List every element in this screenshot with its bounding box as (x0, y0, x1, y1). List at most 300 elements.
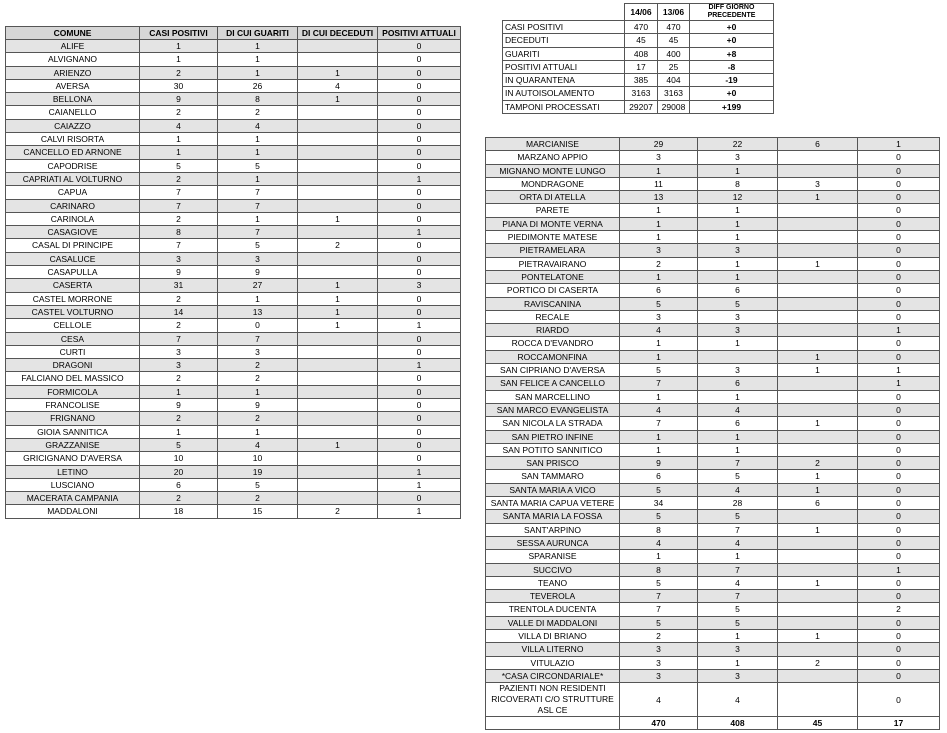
casi-positivi-cell: 7 (620, 590, 698, 603)
casi-positivi-cell: 2 (140, 319, 218, 332)
casi-positivi-cell: 4 (620, 324, 698, 337)
table-row (486, 483, 940, 496)
casi-positivi-cell: 30 (140, 79, 218, 92)
comune-cell: PIANA DI MONTE VERNA (486, 217, 620, 230)
deceduti-cell (778, 403, 858, 416)
comune-cell: GIOIA SANNITICA (6, 425, 140, 438)
guariti-cell: 1 (698, 656, 778, 669)
comune-cell: SAN MARCO EVANGELISTA (486, 403, 620, 416)
deceduti-cell (298, 478, 378, 491)
comune-cell: CELLOLE (6, 319, 140, 332)
table-row (6, 79, 461, 92)
guariti-cell: 3 (698, 324, 778, 337)
deceduti-cell (778, 270, 858, 283)
casi-positivi-cell: 5 (620, 510, 698, 523)
table-row (6, 412, 461, 425)
summary-label-cell: CASI POSITIVI (503, 21, 625, 34)
deceduti-cell (298, 199, 378, 212)
comune-cell: CAPODRISE (6, 159, 140, 172)
guariti-cell: 2 (218, 359, 298, 372)
casi-positivi-cell: 2 (140, 372, 218, 385)
deceduti-cell (778, 164, 858, 177)
deceduti-cell (298, 252, 378, 265)
table-row (6, 53, 461, 66)
positivi-attuali-cell: 1 (858, 377, 940, 390)
guariti-cell: 22 (698, 138, 778, 151)
comuni-table-left (5, 26, 461, 519)
deceduti-cell (298, 133, 378, 146)
comune-cell: VILLA LITERNO (486, 643, 620, 656)
casi-positivi-cell: 13 (620, 191, 698, 204)
deceduti-cell (778, 284, 858, 297)
table-row (486, 470, 940, 483)
guariti-cell: 4 (698, 683, 778, 717)
comune-cell: PIETRAVAIRANO (486, 257, 620, 270)
total-guariti-cell: 408 (698, 717, 778, 730)
comune-cell: PARETE (486, 204, 620, 217)
casi-positivi-cell: 3 (140, 345, 218, 358)
guariti-cell: 7 (218, 226, 298, 239)
table-row (486, 364, 940, 377)
casi-positivi-cell: 9 (140, 266, 218, 279)
summary-row (503, 87, 774, 100)
summary-diff-cell: -19 (690, 74, 774, 87)
summary-row (503, 100, 774, 113)
table-row (486, 231, 940, 244)
comune-cell: ARIENZO (6, 66, 140, 79)
comune-cell: SAN FELICE A CANCELLO (486, 377, 620, 390)
casi-positivi-cell: 1 (620, 443, 698, 456)
deceduti-cell (778, 510, 858, 523)
casi-positivi-cell: 20 (140, 465, 218, 478)
comuni-table-right (485, 137, 940, 730)
table-row (486, 284, 940, 297)
guariti-cell: 4 (698, 576, 778, 589)
table-row (486, 217, 940, 230)
deceduti-cell: 2 (298, 505, 378, 518)
casi-positivi-cell: 1 (620, 217, 698, 230)
comune-cell: PAZIENTI NON RESIDENTI RICOVERATI C/O STRUTTURE ASL CE (486, 683, 620, 717)
casi-positivi-cell: 8 (620, 563, 698, 576)
summary-label-cell: IN AUTOISOLAMENTO (503, 87, 625, 100)
table-row (486, 563, 940, 576)
table-row (6, 133, 461, 146)
comune-cell: CASAPULLA (6, 266, 140, 279)
guariti-cell: 1 (698, 231, 778, 244)
casi-positivi-cell: 1 (140, 40, 218, 53)
casi-positivi-cell: 1 (140, 53, 218, 66)
deceduti-cell (778, 390, 858, 403)
header-guariti: DI CUI GUARITI (218, 27, 298, 40)
table-row (6, 93, 461, 106)
table-row (486, 324, 940, 337)
summary-today-cell: 470 (625, 21, 658, 34)
deceduti-cell (778, 683, 858, 717)
comune-cell: CARINARO (6, 199, 140, 212)
comune-cell: CURTI (6, 345, 140, 358)
casi-positivi-cell: 3 (620, 310, 698, 323)
deceduti-cell (778, 324, 858, 337)
guariti-cell: 5 (698, 470, 778, 483)
comune-cell: RECALE (486, 310, 620, 323)
table-row (6, 239, 461, 252)
comune-cell: VILLA DI BRIANO (486, 629, 620, 642)
guariti-cell: 1 (218, 172, 298, 185)
header-casi-positivi: CASI POSITIVI (140, 27, 218, 40)
comune-cell: CAPUA (6, 186, 140, 199)
positivi-attuali-cell: 0 (858, 669, 940, 682)
deceduti-cell: 1 (298, 438, 378, 451)
casi-positivi-cell: 1 (620, 430, 698, 443)
positivi-attuali-cell: 0 (378, 119, 461, 132)
comune-cell: CAIANELLO (6, 106, 140, 119)
casi-positivi-cell: 7 (620, 377, 698, 390)
guariti-cell: 1 (698, 550, 778, 563)
deceduti-cell (778, 310, 858, 323)
table-row (6, 359, 461, 372)
comune-cell: TEANO (486, 576, 620, 589)
casi-positivi-cell: 5 (620, 576, 698, 589)
comune-cell: AVERSA (6, 79, 140, 92)
summary-diff-cell: +8 (690, 47, 774, 60)
casi-positivi-cell: 5 (620, 364, 698, 377)
casi-positivi-cell: 1 (140, 146, 218, 159)
guariti-cell: 3 (698, 310, 778, 323)
deceduti-cell (298, 359, 378, 372)
guariti-cell: 1 (218, 425, 298, 438)
summary-today-cell: 385 (625, 74, 658, 87)
summary-diff-cell: +199 (690, 100, 774, 113)
table-row (6, 399, 461, 412)
casi-positivi-cell: 1 (140, 133, 218, 146)
casi-positivi-cell: 2 (140, 492, 218, 505)
table-row (486, 350, 940, 363)
guariti-cell: 7 (218, 332, 298, 345)
positivi-attuali-cell: 0 (858, 576, 940, 589)
summary-table-body (503, 21, 774, 114)
deceduti-cell (298, 332, 378, 345)
table-row (486, 403, 940, 416)
table-row (486, 297, 940, 310)
guariti-cell: 1 (698, 443, 778, 456)
table-row (486, 443, 940, 456)
deceduti-cell: 4 (298, 79, 378, 92)
positivi-attuali-cell: 0 (378, 133, 461, 146)
deceduti-cell (298, 146, 378, 159)
comune-cell: CASTEL MORRONE (6, 292, 140, 305)
guariti-cell: 7 (218, 199, 298, 212)
positivi-attuali-cell: 0 (378, 199, 461, 212)
table-row (486, 164, 940, 177)
table-row (486, 138, 940, 151)
comune-cell: PORTICO DI CASERTA (486, 284, 620, 297)
table-row (486, 576, 940, 589)
casi-positivi-cell: 6 (620, 470, 698, 483)
guariti-cell: 5 (218, 239, 298, 252)
guariti-cell: 19 (218, 465, 298, 478)
deceduti-cell: 1 (298, 212, 378, 225)
summary-label-cell: GUARITI (503, 47, 625, 60)
table-row (6, 319, 461, 332)
casi-positivi-cell: 1 (620, 337, 698, 350)
positivi-attuali-cell: 0 (858, 430, 940, 443)
summary-diff-cell: -8 (690, 60, 774, 73)
guariti-cell: 3 (698, 669, 778, 682)
right-table-body (486, 138, 940, 730)
comune-cell: ORTA DI ATELLA (486, 191, 620, 204)
guariti-cell: 1 (698, 164, 778, 177)
casi-positivi-cell: 5 (620, 483, 698, 496)
comune-cell: SAN NICOLA LA STRADA (486, 417, 620, 430)
comune-cell: ROCCA D'EVANDRO (486, 337, 620, 350)
deceduti-cell (298, 40, 378, 53)
comune-cell: CASERTA (6, 279, 140, 292)
positivi-attuali-cell: 0 (858, 337, 940, 350)
comune-cell: RIARDO (486, 324, 620, 337)
positivi-attuali-cell: 0 (858, 536, 940, 549)
deceduti-cell (778, 231, 858, 244)
deceduti-cell (298, 172, 378, 185)
total-positivi-attuali-cell: 17 (858, 717, 940, 730)
positivi-attuali-cell: 0 (858, 244, 940, 257)
deceduti-cell: 2 (778, 656, 858, 669)
guariti-cell: 7 (698, 523, 778, 536)
summary-label-cell: IN QUARANTENA (503, 74, 625, 87)
positivi-attuali-cell: 0 (858, 257, 940, 270)
positivi-attuali-cell: 0 (378, 372, 461, 385)
casi-positivi-cell: 3 (620, 151, 698, 164)
comune-cell: PIEDIMONTE MATESE (486, 231, 620, 244)
table-row (6, 226, 461, 239)
table-row (6, 332, 461, 345)
totals-row (486, 717, 940, 730)
table-row (486, 616, 940, 629)
positivi-attuali-cell: 0 (378, 452, 461, 465)
comune-cell: PIETRAMELARA (486, 244, 620, 257)
deceduti-cell: 1 (298, 319, 378, 332)
comune-cell: SESSA AURUNCA (486, 536, 620, 549)
table-row (486, 550, 940, 563)
comune-cell: TRENTOLA DUCENTA (486, 603, 620, 616)
guariti-cell: 1 (698, 270, 778, 283)
casi-positivi-cell: 5 (140, 159, 218, 172)
positivi-attuali-cell: 0 (858, 217, 940, 230)
header-deceduti: DI CUI DECEDUTI (298, 27, 378, 40)
casi-positivi-cell: 2 (620, 629, 698, 642)
table-row (486, 177, 940, 190)
positivi-attuali-cell: 0 (858, 151, 940, 164)
positivi-attuali-cell: 0 (858, 390, 940, 403)
table-row (486, 337, 940, 350)
guariti-cell: 6 (698, 417, 778, 430)
summary-label-cell: TAMPONI PROCESSATI (503, 100, 625, 113)
table-row (6, 438, 461, 451)
comune-cell: SAN POTITO SANNITICO (486, 443, 620, 456)
comune-cell: LUSCIANO (6, 478, 140, 491)
guariti-cell: 7 (218, 186, 298, 199)
summary-row (503, 47, 774, 60)
comune-cell: DRAGONI (6, 359, 140, 372)
comune-cell: CANCELLO ED ARNONE (6, 146, 140, 159)
header-row (6, 27, 461, 40)
deceduti-cell (298, 159, 378, 172)
casi-positivi-cell: 1 (620, 164, 698, 177)
guariti-cell: 1 (218, 385, 298, 398)
guariti-cell: 3 (698, 244, 778, 257)
comune-cell: MACERATA CAMPANIA (6, 492, 140, 505)
guariti-cell: 1 (698, 629, 778, 642)
casi-positivi-cell: 4 (620, 403, 698, 416)
comune-cell: FRIGNANO (6, 412, 140, 425)
positivi-attuali-cell: 1 (378, 465, 461, 478)
deceduti-cell: 2 (778, 457, 858, 470)
guariti-cell: 1 (218, 133, 298, 146)
table-row (6, 505, 461, 518)
comune-cell: SAN PRISCO (486, 457, 620, 470)
positivi-attuali-cell: 1 (378, 172, 461, 185)
casi-positivi-cell: 1 (140, 425, 218, 438)
deceduti-cell (298, 266, 378, 279)
casi-positivi-cell: 8 (140, 226, 218, 239)
positivi-attuali-cell: 0 (378, 345, 461, 358)
summary-today-cell: 45 (625, 34, 658, 47)
casi-positivi-cell: 2 (140, 172, 218, 185)
deceduti-cell (298, 399, 378, 412)
casi-positivi-cell: 34 (620, 497, 698, 510)
deceduti-cell: 1 (778, 523, 858, 536)
positivi-attuali-cell: 1 (378, 478, 461, 491)
guariti-cell: 10 (218, 452, 298, 465)
casi-positivi-cell: 2 (140, 412, 218, 425)
deceduti-cell (778, 204, 858, 217)
casi-positivi-cell: 3 (620, 643, 698, 656)
non-resident-row (486, 683, 940, 717)
deceduti-cell (298, 106, 378, 119)
table-row (6, 266, 461, 279)
positivi-attuali-cell: 0 (858, 457, 940, 470)
guariti-cell: 7 (698, 590, 778, 603)
deceduti-cell (298, 385, 378, 398)
positivi-attuali-cell: 0 (858, 643, 940, 656)
positivi-attuali-cell: 0 (378, 159, 461, 172)
summary-header-diff: DIFF GIORNO PRECEDENTE (690, 4, 774, 21)
comune-cell: TEVEROLA (486, 590, 620, 603)
casi-positivi-cell: 2 (140, 106, 218, 119)
comune-cell: *CASA CIRCONDARIALE* (486, 669, 620, 682)
positivi-attuali-cell: 0 (858, 470, 940, 483)
positivi-attuali-cell: 0 (378, 79, 461, 92)
summary-row (503, 34, 774, 47)
casi-positivi-cell: 1 (140, 385, 218, 398)
guariti-cell: 3 (698, 364, 778, 377)
guariti-cell: 6 (698, 284, 778, 297)
positivi-attuali-cell: 1 (378, 505, 461, 518)
table-row (486, 151, 940, 164)
casi-positivi-cell: 5 (140, 438, 218, 451)
guariti-cell: 5 (698, 616, 778, 629)
comune-cell: GRAZZANISE (6, 438, 140, 451)
deceduti-cell (778, 337, 858, 350)
table-row (6, 212, 461, 225)
table-row (486, 590, 940, 603)
casi-positivi-cell: 5 (620, 616, 698, 629)
casi-positivi-cell: 1 (620, 550, 698, 563)
casi-positivi-cell: 1 (620, 350, 698, 363)
table-row (6, 186, 461, 199)
comune-cell: SANT'ARPINO (486, 523, 620, 536)
deceduti-cell: 1 (298, 279, 378, 292)
positivi-attuali-cell: 0 (858, 616, 940, 629)
deceduti-cell (298, 119, 378, 132)
table-row (6, 425, 461, 438)
casi-positivi-cell: 3 (620, 656, 698, 669)
comune-cell: SANTA MARIA LA FOSSA (486, 510, 620, 523)
guariti-cell: 4 (698, 483, 778, 496)
positivi-attuali-cell: 1 (858, 138, 940, 151)
casi-positivi-cell: 4 (620, 683, 698, 717)
guariti-cell: 1 (218, 212, 298, 225)
positivi-attuali-cell: 0 (378, 252, 461, 265)
positivi-attuali-cell: 0 (378, 266, 461, 279)
guariti-cell: 5 (698, 510, 778, 523)
deceduti-cell: 1 (298, 292, 378, 305)
comune-cell: ALIFE (6, 40, 140, 53)
summary-header-row (503, 4, 774, 21)
guariti-cell: 9 (218, 266, 298, 279)
deceduti-cell: 3 (778, 177, 858, 190)
deceduti-cell (778, 536, 858, 549)
positivi-attuali-cell: 0 (378, 492, 461, 505)
comune-cell: CASALUCE (6, 252, 140, 265)
comune-cell: SPARANISE (486, 550, 620, 563)
deceduti-cell: 1 (778, 191, 858, 204)
guariti-cell: 1 (218, 40, 298, 53)
deceduti-cell: 1 (298, 66, 378, 79)
comune-cell: LETINO (6, 465, 140, 478)
positivi-attuali-cell: 0 (858, 590, 940, 603)
positivi-attuali-cell: 3 (378, 279, 461, 292)
deceduti-cell (778, 550, 858, 563)
casi-positivi-cell: 3 (620, 669, 698, 682)
positivi-attuali-cell: 0 (858, 204, 940, 217)
casi-positivi-cell: 29 (620, 138, 698, 151)
guariti-cell: 28 (698, 497, 778, 510)
comune-cell: ALVIGNANO (6, 53, 140, 66)
comune-cell: VALLE DI MADDALONI (486, 616, 620, 629)
table-row (6, 372, 461, 385)
deceduti-cell (778, 297, 858, 310)
table-row (486, 191, 940, 204)
table-row (6, 172, 461, 185)
deceduti-cell: 1 (778, 629, 858, 642)
table-row (486, 536, 940, 549)
deceduti-cell: 1 (778, 576, 858, 589)
positivi-attuali-cell: 0 (858, 310, 940, 323)
table-row (486, 417, 940, 430)
guariti-cell: 1 (218, 66, 298, 79)
positivi-attuali-cell: 0 (858, 297, 940, 310)
comune-cell: MADDALONI (6, 505, 140, 518)
positivi-attuali-cell: 0 (378, 146, 461, 159)
guariti-cell: 8 (218, 93, 298, 106)
summary-row (503, 60, 774, 73)
table-row (6, 252, 461, 265)
casi-positivi-cell: 3 (620, 244, 698, 257)
guariti-cell: 12 (698, 191, 778, 204)
casi-positivi-cell: 7 (140, 199, 218, 212)
guariti-cell (698, 350, 778, 363)
deceduti-cell (778, 590, 858, 603)
